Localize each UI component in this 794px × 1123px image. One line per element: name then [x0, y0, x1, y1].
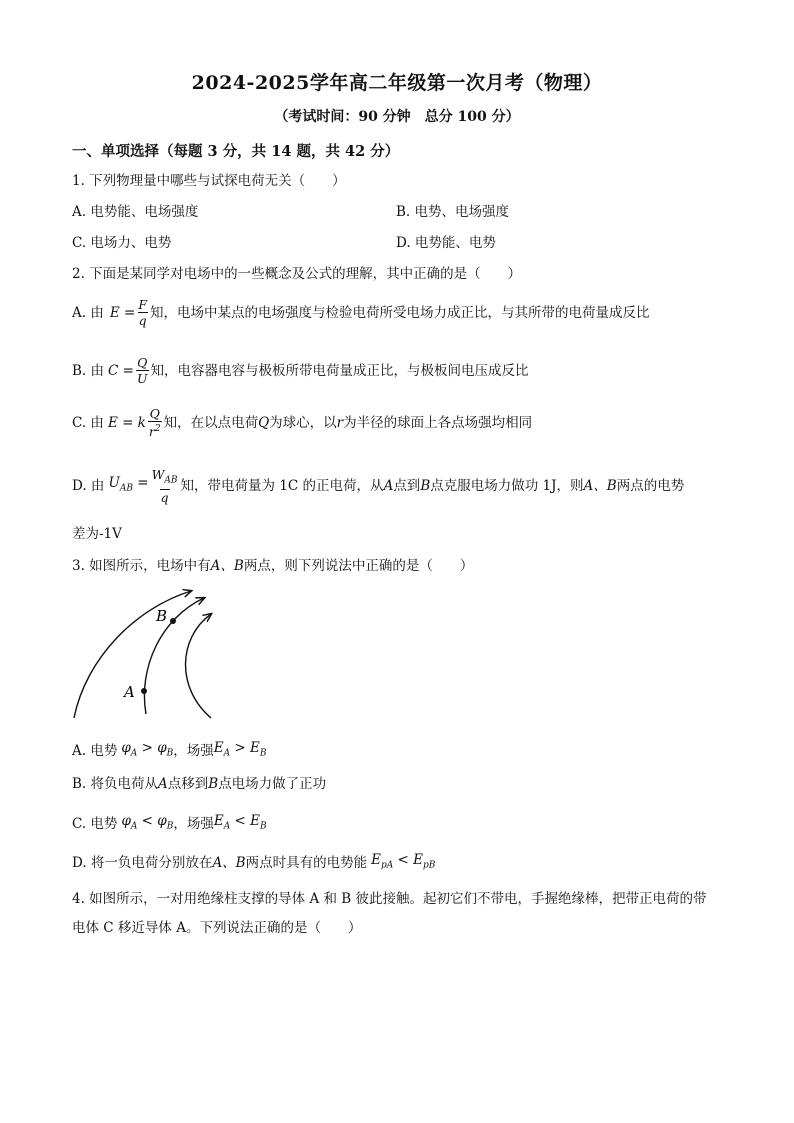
q3-b-text: B. 将负电荷从	[72, 776, 159, 792]
symbol-r: r	[336, 414, 344, 431]
q2-c-text: 知，在以点电荷	[163, 414, 259, 431]
symbol-a: A	[383, 477, 394, 494]
q3-option-c	[72, 812, 267, 836]
expr-phi-a-gt-phi-b: $\varphi_A > \varphi_B$	[121, 740, 174, 759]
q3-option-a	[72, 739, 267, 763]
formula-e-coulomb: E = k	[107, 414, 146, 431]
exam-info: （考试时间：90 分钟 总分 100 分）	[274, 109, 520, 125]
q3-d-pre: D. 将一负电荷分别放在	[72, 854, 213, 871]
question-3-stem	[72, 557, 473, 575]
q2-c-text2: 为球心，以	[269, 414, 337, 431]
formula-e: E =	[109, 304, 136, 321]
fraction-f-over-q: $\frac{F}{q}$	[138, 297, 147, 328]
question-4-stem-line-2: 电体 C 移近导体 A。下列说法正确的是（ ）	[72, 920, 362, 936]
q3-option-d	[72, 851, 435, 875]
expr-ea-lt-eb: $E_A < E_B$	[213, 813, 267, 832]
formula-uab: $U_{AB}$ =	[108, 474, 149, 494]
question-2-stem: 2. 下面是某同学对电场中的一些概念及公式的理解，其中正确的是（ ）	[72, 266, 522, 282]
q3-stem-post: 两点，则下列说法中正确的是（ ）	[243, 558, 474, 574]
q3-d-mid: 两点时具有的电势能	[245, 854, 368, 871]
point-b	[170, 618, 176, 624]
q2-d-text4: 两点的电势	[616, 477, 685, 494]
field-line-3	[185, 614, 211, 718]
symbol-a-b: A、B	[583, 477, 617, 494]
q2-c-prefix: C. 由	[72, 414, 104, 431]
symbol-b: B	[208, 776, 219, 792]
q1-option-a: A. 电势能、电场强度	[72, 204, 199, 220]
symbol-a-b: A、B	[212, 854, 246, 871]
label-a: A	[124, 683, 135, 701]
q2-d-text: 知，带电荷量为 1C 的正电荷，从	[180, 477, 384, 494]
page-title: 2024-2025学年高二年级第一次月考（物理）	[191, 72, 603, 94]
q2-b-prefix: B. 由	[72, 362, 105, 379]
symbol-q: Q	[258, 414, 270, 431]
q1-option-b: B. 电势、电场强度	[396, 204, 510, 220]
q3-b-text3: 点电场力做了正功	[218, 776, 327, 792]
q2-b-text: 知，电容器电容与极板所带电荷量成正比，与极板间电压成反比	[150, 362, 529, 379]
q2-option-c	[72, 406, 532, 439]
q2-a-prefix: A. 由	[72, 304, 104, 321]
q2-d-prefix: D. 由	[72, 477, 105, 494]
q3-stem-pre: 3. 如图所示，电场中有	[72, 558, 211, 574]
q3-option-b	[72, 775, 326, 793]
q1-option-d: D. 电势能、电势	[396, 235, 496, 251]
q2-option-b	[72, 355, 529, 386]
electric-field-figure	[66, 588, 236, 728]
symbol-b: B	[420, 477, 431, 494]
q2-option-d	[72, 467, 684, 505]
fraction-wab-over-q: $\frac{W_{AB}}{q}$	[151, 467, 178, 505]
expr-phi-a-lt-phi-b: $\varphi_A < \varphi_B$	[121, 813, 174, 832]
fraction-q-over-r2: $\frac{Q}{r^2}$	[148, 406, 161, 440]
label-b: B	[156, 607, 168, 625]
expr-ea-gt-eb: $E_A > E_B$	[213, 740, 267, 759]
symbol-a: A	[158, 776, 168, 792]
q3-b-text2: 点移到	[167, 776, 209, 792]
section-heading: 一、单项选择（每题 3 分，共 14 题，共 42 分）	[72, 143, 400, 160]
question-1-stem: 1. 下列物理量中哪些与试探电荷无关（ ）	[72, 173, 346, 189]
q3-c-pre: C. 电势	[72, 815, 118, 832]
q3-a-mid: ，场强	[173, 742, 214, 759]
fraction-q-over-u: $\frac{Q}{U}$	[136, 355, 148, 386]
point-a	[141, 688, 147, 694]
q2-d-text3: 点克服电场力做功 1J，则	[430, 477, 584, 494]
q2-option-a	[72, 297, 650, 328]
field-line-2	[144, 598, 204, 714]
q2-option-d-cont: 差为-1V	[72, 526, 122, 542]
formula-c: C =	[108, 362, 134, 379]
question-4-stem-line-1: 4. 如图所示，一对用绝缘柱支撑的导体 A 和 B 彼此接触。起初它们不带电，手握绝缘棒，把带正电荷的带	[72, 891, 707, 907]
q2-a-text: 知，电场中某点的电场强度与检验电荷所受电场力成正比，与其所带的电荷量成反比	[150, 304, 650, 321]
q3-c-mid: ，场强	[173, 815, 214, 832]
q2-d-text2: 点到	[393, 477, 421, 494]
q2-c-text3: 为半径的球面上各点场强均相同	[343, 414, 533, 431]
symbol-a-b: A、B	[210, 558, 244, 574]
q1-option-c: C. 电场力、电势	[72, 235, 172, 251]
q3-a-pre: A. 电势	[72, 742, 118, 759]
expr-epa-lt-epb: $E_{pA} < E_{pB}$	[371, 852, 436, 871]
